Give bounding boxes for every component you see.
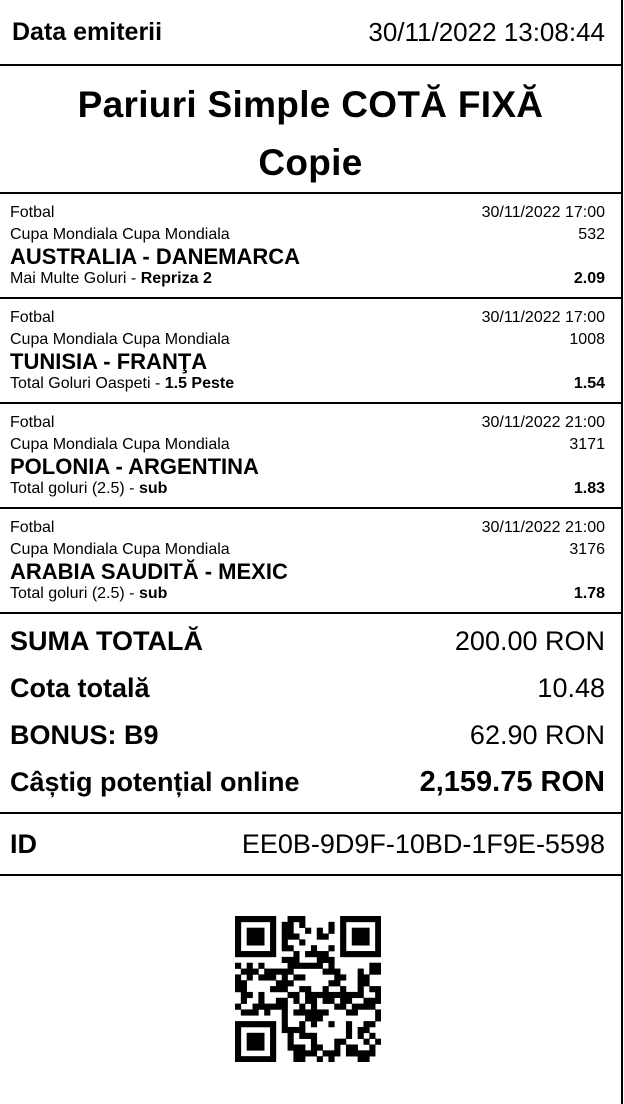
event-datetime: 30/11/2022 17:00 [481, 309, 605, 326]
event-header [10, 411, 605, 434]
event-competition: Cupa Mondiala Cupa Mondiala [10, 226, 230, 243]
event-selection: 1.5 Peste [164, 375, 235, 392]
event-code: 1008 [569, 331, 605, 348]
event-selection: sub [138, 585, 168, 602]
event-item [0, 299, 621, 404]
ticket-id-label: ID [10, 828, 37, 859]
issue-date-row [0, 0, 621, 66]
event-header [10, 201, 605, 224]
event-bet [10, 269, 212, 289]
event-sport: Fotbal [10, 414, 55, 431]
event-competition-row [10, 539, 605, 561]
total-odds-label: Cota totală [10, 673, 150, 703]
event-competition-row [10, 224, 605, 246]
ticket-id-row [0, 814, 621, 876]
event-bet-row [10, 374, 605, 394]
ticket-title-main: Pariuri Simple COTĂ FIXĂ [77, 84, 544, 125]
event-competition: Cupa Mondiala Cupa Mondiala [10, 331, 230, 348]
events-list [0, 194, 621, 614]
issue-date-value: 30/11/2022 13:08:44 [368, 16, 605, 47]
event-datetime: 30/11/2022 21:00 [481, 519, 605, 536]
event-sport: Fotbal [10, 519, 55, 536]
total-stake-value: 200.00 RON [454, 626, 605, 656]
total-odds-value: 10.48 [537, 673, 605, 703]
event-bet-row [10, 269, 605, 289]
event-competition-row [10, 329, 605, 351]
event-datetime: 30/11/2022 21:00 [481, 414, 605, 431]
event-bet [10, 584, 167, 604]
ticket-title [0, 66, 621, 194]
totals-section [0, 614, 621, 814]
event-odds: 1.78 [573, 585, 605, 602]
event-header [10, 306, 605, 329]
total-stake-row [10, 618, 605, 665]
event-code: 3176 [569, 541, 605, 558]
event-match: POLONIA - ARGENTINA [10, 454, 259, 479]
event-selection: Repriza 2 [140, 270, 212, 287]
ticket-id-value: EE0B-9D9F-10BD-1F9E-5598 [241, 828, 605, 859]
event-bet-type: Total goluri (2.5) - [10, 585, 139, 602]
potential-win-row [10, 759, 605, 806]
event-selection: sub [138, 480, 168, 497]
bonus-label: BONUS: B9 [10, 720, 159, 750]
event-bet-row [10, 584, 605, 604]
event-bet [10, 479, 167, 499]
event-odds: 1.83 [573, 480, 605, 497]
total-stake-label: SUMA TOTALĂ [10, 626, 203, 656]
event-code: 3171 [569, 436, 605, 453]
event-sport: Fotbal [10, 309, 55, 326]
event-datetime: 30/11/2022 17:00 [481, 204, 605, 221]
potential-win-value: 2,159.75 RON [419, 766, 605, 798]
event-item [0, 509, 621, 614]
event-bet-type: Total goluri (2.5) - [10, 480, 139, 497]
event-header [10, 516, 605, 539]
event-match: ARABIA SAUDITĂ - MEXIC [10, 559, 288, 584]
event-bet-type: Total Goluri Oaspeti - [10, 375, 165, 392]
bonus-row [10, 712, 605, 759]
potential-win-label: Câștig potențial online [10, 767, 300, 797]
event-item [0, 404, 621, 509]
event-code: 532 [578, 226, 605, 243]
event-competition-row [10, 434, 605, 456]
bonus-value: 62.90 RON [469, 720, 605, 750]
issue-date-label: Data emiterii [12, 17, 163, 46]
qr-code-graphic [235, 916, 381, 1062]
event-bet-row [10, 479, 605, 499]
event-item [0, 194, 621, 299]
event-bet [10, 374, 234, 394]
event-competition: Cupa Mondiala Cupa Mondiala [10, 541, 230, 558]
event-match: AUSTRALIA - DANEMARCA [10, 244, 301, 269]
event-match: TUNISIA - FRANŢA [10, 349, 208, 374]
event-competition: Cupa Mondiala Cupa Mondiala [10, 436, 230, 453]
event-odds: 2.09 [573, 270, 605, 287]
qr-code-icon [235, 916, 381, 1062]
ticket-title-copy: Copie [258, 142, 363, 183]
event-bet-type: Mai Multe Goluri - [10, 270, 141, 287]
event-sport: Fotbal [10, 204, 55, 221]
total-odds-row [10, 665, 605, 712]
event-odds: 1.54 [573, 375, 605, 392]
